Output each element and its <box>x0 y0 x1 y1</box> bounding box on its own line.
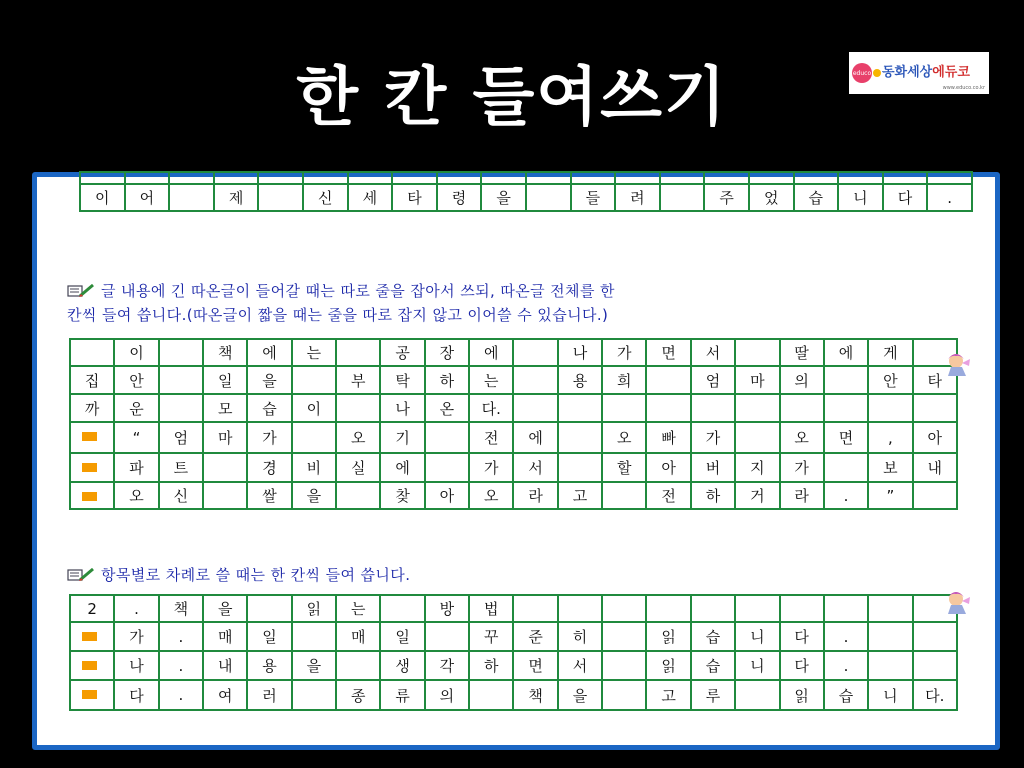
orange-square-marker <box>70 422 114 453</box>
grid-cell: 세 <box>348 184 393 211</box>
grid-cell: 타 <box>913 366 957 394</box>
grid-cell <box>735 680 779 710</box>
grid-cell <box>513 394 557 422</box>
grid-cell: “ <box>114 422 158 453</box>
grid-cell: 류 <box>380 680 424 710</box>
grid-cell <box>513 366 557 394</box>
fairy-character-icon <box>942 587 972 617</box>
grid-row <box>70 482 957 509</box>
grid-cell: 을 <box>292 651 336 680</box>
grid-cell: 에 <box>513 422 557 453</box>
grid-cell <box>704 172 749 184</box>
grid-row-clipped <box>80 172 972 184</box>
grid-cell: , <box>868 422 912 453</box>
grid-cell: 거 <box>735 482 779 509</box>
grid-cell: 읽 <box>646 622 690 651</box>
grid-cell <box>571 172 616 184</box>
grid-cell <box>735 339 779 366</box>
grid-cell: . <box>927 184 972 211</box>
grid-cell: 탁 <box>380 366 424 394</box>
grid-cell: 신 <box>303 184 348 211</box>
grid-cell: 습 <box>247 394 291 422</box>
grid-cell <box>437 172 482 184</box>
grid-cell: 면 <box>646 339 690 366</box>
educo-logo <box>849 52 989 94</box>
grid-cell: 아 <box>913 422 957 453</box>
note-2-text-1: 항목별로 차례로 쓸 때는 한 칸씩 들여 씁니다. <box>101 566 411 584</box>
grid-cell: 책 <box>203 339 247 366</box>
grid-cell: 가 <box>780 453 824 482</box>
grid-cell: 이 <box>114 339 158 366</box>
grid-cell <box>292 680 336 710</box>
grid-cell: 아 <box>646 453 690 482</box>
grid-cell: . <box>824 482 868 509</box>
grid-cell: 는 <box>469 366 513 394</box>
grid-cell: 아 <box>425 482 469 509</box>
grid-cell: 매 <box>203 622 247 651</box>
grid-cell: 서 <box>691 339 735 366</box>
logo-url: www.educo.co.kr <box>942 85 985 91</box>
grid-cell: 일 <box>203 366 247 394</box>
grid-cell <box>203 482 247 509</box>
grid-cell: 책 <box>159 595 203 622</box>
grid-cell: 전 <box>646 482 690 509</box>
grid-cell: 집 <box>70 366 114 394</box>
grid-cell <box>292 422 336 453</box>
grid-cell <box>780 595 824 622</box>
grid-cell: . <box>159 651 203 680</box>
grid-cell: 주 <box>704 184 749 211</box>
grid-cell <box>348 172 393 184</box>
grid-cell: 각 <box>425 651 469 680</box>
grid-row <box>70 339 957 366</box>
grid-cell: 마 <box>735 366 779 394</box>
grid-cell: 오 <box>602 422 646 453</box>
grid-cell: 습 <box>691 651 735 680</box>
grid-cell: 준 <box>513 622 557 651</box>
grid-cell <box>868 394 912 422</box>
grid-cell <box>615 172 660 184</box>
grid-cell <box>780 394 824 422</box>
grid-cell: 장 <box>425 339 469 366</box>
grid-cell <box>336 482 380 509</box>
grid-cell <box>159 339 203 366</box>
grid-cell <box>794 172 839 184</box>
grid-cell <box>602 595 646 622</box>
grid-cell <box>735 422 779 453</box>
grid-cell <box>868 622 912 651</box>
note-2-line-1 <box>67 563 997 587</box>
grid-cell: 트 <box>159 453 203 482</box>
grid-cell <box>425 622 469 651</box>
grid-cell: . <box>159 622 203 651</box>
grid-cell: 법 <box>469 595 513 622</box>
page-title: 한 칸 들여쓰기 <box>296 61 728 135</box>
logo-dot-icon <box>873 69 881 77</box>
grid-cell: 온 <box>425 394 469 422</box>
logo-text-b: 에듀코 <box>932 64 970 80</box>
grid-cell: 면 <box>513 651 557 680</box>
grid-cell <box>558 453 602 482</box>
pencil-note-icon <box>67 284 95 298</box>
grid-cell: 용 <box>558 366 602 394</box>
grid-cell <box>927 172 972 184</box>
grid-cell: 생 <box>380 651 424 680</box>
grid-cell: 히 <box>558 622 602 651</box>
grid-cell: 엄 <box>691 366 735 394</box>
grid-cell <box>691 595 735 622</box>
grid-cell <box>602 680 646 710</box>
grid-cell <box>336 394 380 422</box>
grid-cell: 나 <box>380 394 424 422</box>
grid-cell <box>558 422 602 453</box>
grid-cell <box>660 184 705 211</box>
grid-cell: 할 <box>602 453 646 482</box>
grid-cell <box>336 651 380 680</box>
grid-cell: 타 <box>392 184 437 211</box>
grid-cell <box>824 453 868 482</box>
grid-cell <box>602 394 646 422</box>
grid-cell: 령 <box>437 184 482 211</box>
grid-row <box>70 453 957 482</box>
grid-row <box>70 422 957 453</box>
grid-cell: 나 <box>558 339 602 366</box>
grid-cell <box>80 172 125 184</box>
grid-cell <box>125 172 170 184</box>
grid-cell: 읽 <box>646 651 690 680</box>
grid-row <box>80 184 972 211</box>
grid-cell: 여 <box>203 680 247 710</box>
grid-cell: 부 <box>336 366 380 394</box>
grid-cell: 기 <box>380 422 424 453</box>
grid-cell: 면 <box>824 422 868 453</box>
grid-cell: 내 <box>913 453 957 482</box>
grid-cell: 서 <box>558 651 602 680</box>
grid-cell <box>203 453 247 482</box>
grid-cell: 는 <box>336 595 380 622</box>
grid-cell: 오 <box>336 422 380 453</box>
grid-cell: 가 <box>602 339 646 366</box>
grid-cell <box>646 394 690 422</box>
grid-cell: 비 <box>292 453 336 482</box>
grid-cell: 전 <box>469 422 513 453</box>
grid-cell: 오 <box>780 422 824 453</box>
grid-cell: 안 <box>114 366 158 394</box>
grid-row <box>70 366 957 394</box>
grid-cell: 을 <box>203 595 247 622</box>
grid-cell: 실 <box>336 453 380 482</box>
grid-cell: 하 <box>425 366 469 394</box>
orange-square-marker <box>70 651 114 680</box>
grid-cell: 에 <box>469 339 513 366</box>
grid-cell: 고 <box>646 680 690 710</box>
grid-cell: 이 <box>80 184 125 211</box>
grid-cell: 마 <box>203 422 247 453</box>
grid-cell <box>70 339 114 366</box>
grid-cell: 을 <box>558 680 602 710</box>
note-1-text-1: 글 내용에 긴 따온글이 들어갈 때는 따로 줄을 잡아서 쓰되, 따온글 전체를 한 <box>101 282 615 300</box>
grid-cell: 의 <box>780 366 824 394</box>
orange-square-marker <box>70 680 114 710</box>
grid-cell: 파 <box>114 453 158 482</box>
grid-cell: 가 <box>114 622 158 651</box>
grid-cell <box>558 595 602 622</box>
content-panel <box>32 172 1000 750</box>
grid-cell: 빠 <box>646 422 690 453</box>
grid-cell: 읽 <box>292 595 336 622</box>
logo-text-a: 동화세상 <box>882 64 933 80</box>
grid-cell <box>660 172 705 184</box>
grid-cell <box>169 184 214 211</box>
grid-cell: . <box>114 595 158 622</box>
grid-cell: 버 <box>691 453 735 482</box>
grid-cell: 쌀 <box>247 482 291 509</box>
grid-cell: 루 <box>691 680 735 710</box>
grid-cell: 2 <box>70 595 114 622</box>
grid-cell: 라 <box>513 482 557 509</box>
grid-cell: 가 <box>247 422 291 453</box>
grid-cell <box>646 366 690 394</box>
grid-cell <box>824 394 868 422</box>
grid-cell: ” <box>868 482 912 509</box>
note-1 <box>67 279 997 327</box>
grid-cell <box>691 394 735 422</box>
grid-cell <box>526 172 571 184</box>
grid-cell: 책 <box>513 680 557 710</box>
grid-cell: 신 <box>159 482 203 509</box>
grid-cell <box>392 172 437 184</box>
grid-cell <box>513 339 557 366</box>
grid-cell: 을 <box>247 366 291 394</box>
grid-cell: 매 <box>336 622 380 651</box>
grid-cell: 에 <box>247 339 291 366</box>
grid-cell: 까 <box>70 394 114 422</box>
grid-cell: 경 <box>247 453 291 482</box>
grid-cell: 일 <box>247 622 291 651</box>
grid-cell <box>258 184 303 211</box>
grid-cell <box>735 595 779 622</box>
grid-cell: 어 <box>125 184 170 211</box>
grid-cell <box>292 622 336 651</box>
grid-cell: 안 <box>868 366 912 394</box>
grid-cell: 나 <box>114 651 158 680</box>
grid-cell <box>169 172 214 184</box>
grid-cell <box>526 184 571 211</box>
grid-cell: 읽 <box>780 680 824 710</box>
orange-square-marker <box>70 453 114 482</box>
grid-cell <box>602 651 646 680</box>
grid-row <box>70 622 957 651</box>
grid-cell: 엄 <box>159 422 203 453</box>
note-1-line-1 <box>67 279 997 303</box>
grid-row <box>70 595 957 622</box>
grid-cell: 오 <box>114 482 158 509</box>
pencil-note-icon <box>67 568 95 582</box>
grid-cell: 었 <box>749 184 794 211</box>
grid-cell: 다 <box>780 651 824 680</box>
grid-cell: 들 <box>571 184 616 211</box>
grid-cell: 니 <box>735 651 779 680</box>
note-1-line-2: 칸씩 들여 씁니다.(따온글이 짧을 때는 줄을 따로 잡지 않고 이어쓸 수 있습니다.) <box>67 306 609 324</box>
grid-cell: 희 <box>602 366 646 394</box>
grid-cell: 하 <box>691 482 735 509</box>
grid-cell: 공 <box>380 339 424 366</box>
orange-square-marker <box>70 482 114 509</box>
grid-cell: 운 <box>114 394 158 422</box>
grid-cell: 러 <box>247 680 291 710</box>
grid-row <box>70 680 957 710</box>
grid-cell <box>469 680 513 710</box>
grid-cell: 에 <box>380 453 424 482</box>
grid-cell <box>913 482 957 509</box>
grid-cell <box>824 595 868 622</box>
grid-cell <box>258 172 303 184</box>
grid-cell <box>883 172 928 184</box>
grid-cell <box>838 172 883 184</box>
grid-cell: 다 <box>883 184 928 211</box>
grid-cell <box>159 394 203 422</box>
grid-cell: 찾 <box>380 482 424 509</box>
grid-cell: 가 <box>469 453 513 482</box>
grid-cell <box>292 366 336 394</box>
grid-cell: 습 <box>824 680 868 710</box>
grid-cell: 라 <box>780 482 824 509</box>
grid-cell: . <box>159 680 203 710</box>
grid-cell <box>868 651 912 680</box>
manuscript-grid-2 <box>69 594 958 711</box>
grid-cell <box>303 172 348 184</box>
grid-cell <box>646 595 690 622</box>
grid-cell <box>749 172 794 184</box>
grid-cell: 딸 <box>780 339 824 366</box>
grid-cell: 을 <box>292 482 336 509</box>
grid-cell: 에 <box>824 339 868 366</box>
grid-cell: 오 <box>469 482 513 509</box>
grid-cell <box>425 453 469 482</box>
grid-cell <box>602 622 646 651</box>
grid-cell <box>868 595 912 622</box>
grid-cell <box>913 394 957 422</box>
grid-cell: 용 <box>247 651 291 680</box>
manuscript-grid-top <box>79 171 973 212</box>
grid-cell: 종 <box>336 680 380 710</box>
grid-cell: 습 <box>794 184 839 211</box>
grid-cell: 방 <box>425 595 469 622</box>
grid-cell <box>824 366 868 394</box>
grid-cell <box>602 482 646 509</box>
grid-cell: 지 <box>735 453 779 482</box>
grid-cell: 의 <box>425 680 469 710</box>
note-2 <box>67 563 997 587</box>
grid-cell: . <box>824 651 868 680</box>
grid-cell: 게 <box>868 339 912 366</box>
grid-cell: 서 <box>513 453 557 482</box>
grid-cell: 니 <box>838 184 883 211</box>
grid-cell <box>425 422 469 453</box>
grid-cell: . <box>824 622 868 651</box>
grid-cell: 모 <box>203 394 247 422</box>
educo-logo-mark: educo <box>852 63 872 83</box>
grid-cell: 가 <box>691 422 735 453</box>
orange-square-marker <box>70 622 114 651</box>
grid-cell <box>735 394 779 422</box>
grid-cell: 습 <box>691 622 735 651</box>
grid-cell: 보 <box>868 453 912 482</box>
grid-cell <box>913 622 957 651</box>
grid-row <box>70 394 957 422</box>
grid-cell: 을 <box>481 184 526 211</box>
grid-cell: 는 <box>292 339 336 366</box>
grid-cell <box>913 651 957 680</box>
grid-cell: 하 <box>469 651 513 680</box>
grid-cell <box>380 595 424 622</box>
grid-cell: 고 <box>558 482 602 509</box>
logo-text <box>882 66 970 80</box>
grid-cell <box>214 172 259 184</box>
grid-cell: 다 <box>780 622 824 651</box>
grid-cell: 이 <box>292 394 336 422</box>
grid-cell <box>481 172 526 184</box>
grid-cell: 니 <box>735 622 779 651</box>
grid-cell: 다 <box>114 680 158 710</box>
grid-cell <box>336 339 380 366</box>
grid-cell <box>558 394 602 422</box>
grid-cell: 다. <box>469 394 513 422</box>
manuscript-grid-1 <box>69 338 958 510</box>
grid-cell <box>247 595 291 622</box>
grid-cell: 꾸 <box>469 622 513 651</box>
fairy-character-icon <box>942 349 972 379</box>
grid-cell <box>159 366 203 394</box>
grid-cell: 니 <box>868 680 912 710</box>
grid-cell: 내 <box>203 651 247 680</box>
grid-cell: 제 <box>214 184 259 211</box>
grid-cell: 다. <box>913 680 957 710</box>
grid-cell <box>513 595 557 622</box>
grid-row <box>70 651 957 680</box>
grid-cell: 려 <box>615 184 660 211</box>
grid-cell: 일 <box>380 622 424 651</box>
